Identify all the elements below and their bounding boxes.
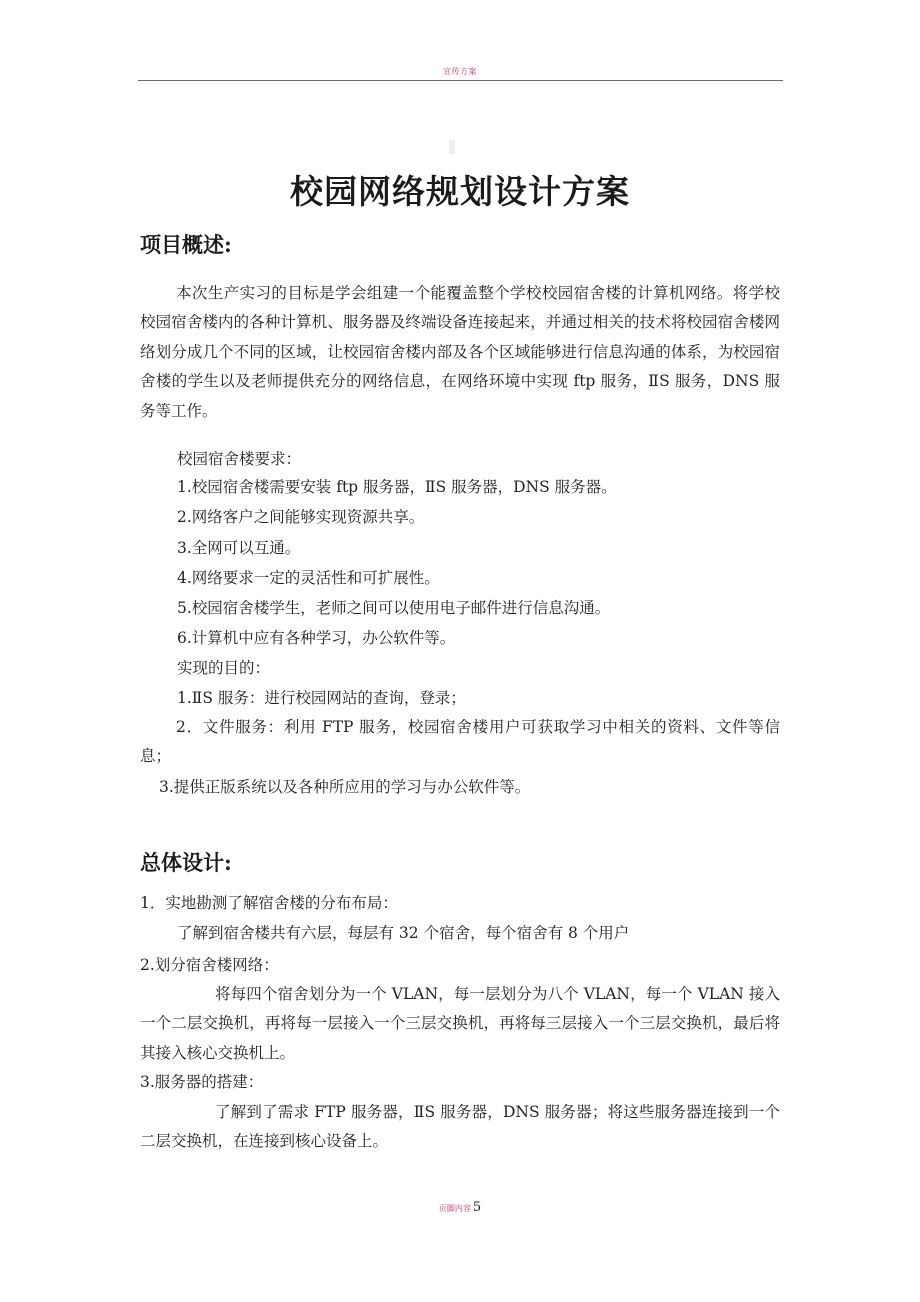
design-step-3-title: 3.服务器的搭建：	[140, 1073, 264, 1091]
design-step-1-body: 了解到宿舍楼共有六层，每层有 32 个宿舍，每个宿舍有 8 个用户	[177, 924, 630, 942]
goal-item-1: 1.ⅡS 服务：进行校园网站的查询，登录；	[177, 689, 466, 707]
requirement-item-1: 1.校园宿舍楼需要安装 ftp 服务器，ⅡS 服务器，DNS 服务器。	[177, 478, 617, 496]
page-footer	[0, 1200, 920, 1215]
page-number: 5	[472, 1200, 482, 1215]
goal-item-3: 3.提供正版系统以及各种所应用的学习与办公软件等。	[159, 778, 531, 796]
footer-label: 页脚内容	[438, 1204, 471, 1213]
overview-heading: 项目概述:	[140, 232, 232, 257]
requirement-item-3: 3.全网可以互通。	[177, 539, 301, 557]
design-step-2-title: 2.划分宿舍楼网络：	[140, 956, 279, 974]
overview-intro-paragraph: 本次生产实习的目标是学会组建一个能覆盖整个学校校园宿舍楼的计算机网络。将学校校园宿舍楼内的各种计算机、服务器及终端设备连接起来，并通过相关的技术将校园宿舍楼网络划分成几个不同的区域，让校园宿舍楼内部及各个区域能够进行信息沟通的体系，为校园宿舍楼的学生以及老师提供充分的网络信息，在网络环境中实现 ftp 服务，ⅡS 服务，DNS 服务等工作。	[140, 284, 780, 420]
design-step-2-body: 将每四个宿舍划分为一个 VLAN，每一层划分为八个 VLAN，每一个 VLAN 接入一个二层交换机，再将每一层接入一个三层交换机，再将每三层接入一个三层交换机，最后将其接入核心交换机上。	[140, 985, 780, 1062]
goals-label: 实现的目的：	[177, 659, 271, 677]
goal-item-2: 2．文件服务：利用 FTP 服务，校园宿舍楼用户可获取学习中相关的资料、文件等信息；	[140, 718, 780, 766]
document-title: 校园网络规划设计方案	[290, 172, 630, 211]
requirement-item-5: 5.校园宿舍楼学生，老师之间可以使用电子邮件进行信息沟通。	[177, 599, 611, 617]
requirement-item-2: 2.网络客户之间能够实现资源共享。	[177, 508, 425, 526]
requirement-item-4: 4.网络要求一定的灵活性和可扩展性。	[177, 569, 440, 587]
text-cursor-marker	[449, 140, 455, 154]
design-step-3-body: 了解到了需求 FTP 服务器，ⅡS 服务器，DNS 服务器；将这些服务器连接到一个二层交换机，在连接到核心设备上。	[140, 1103, 780, 1151]
page-header: 宣传方案	[443, 67, 477, 76]
requirements-label: 校园宿舍楼要求：	[177, 450, 302, 468]
header-divider	[138, 80, 783, 81]
design-step-1-title: 1．实地勘测了解宿舍楼的分布布局：	[140, 894, 398, 912]
requirement-item-6: 6.计算机中应有各种学习，办公软件等。	[177, 629, 456, 647]
design-heading: 总体设计:	[140, 850, 232, 875]
